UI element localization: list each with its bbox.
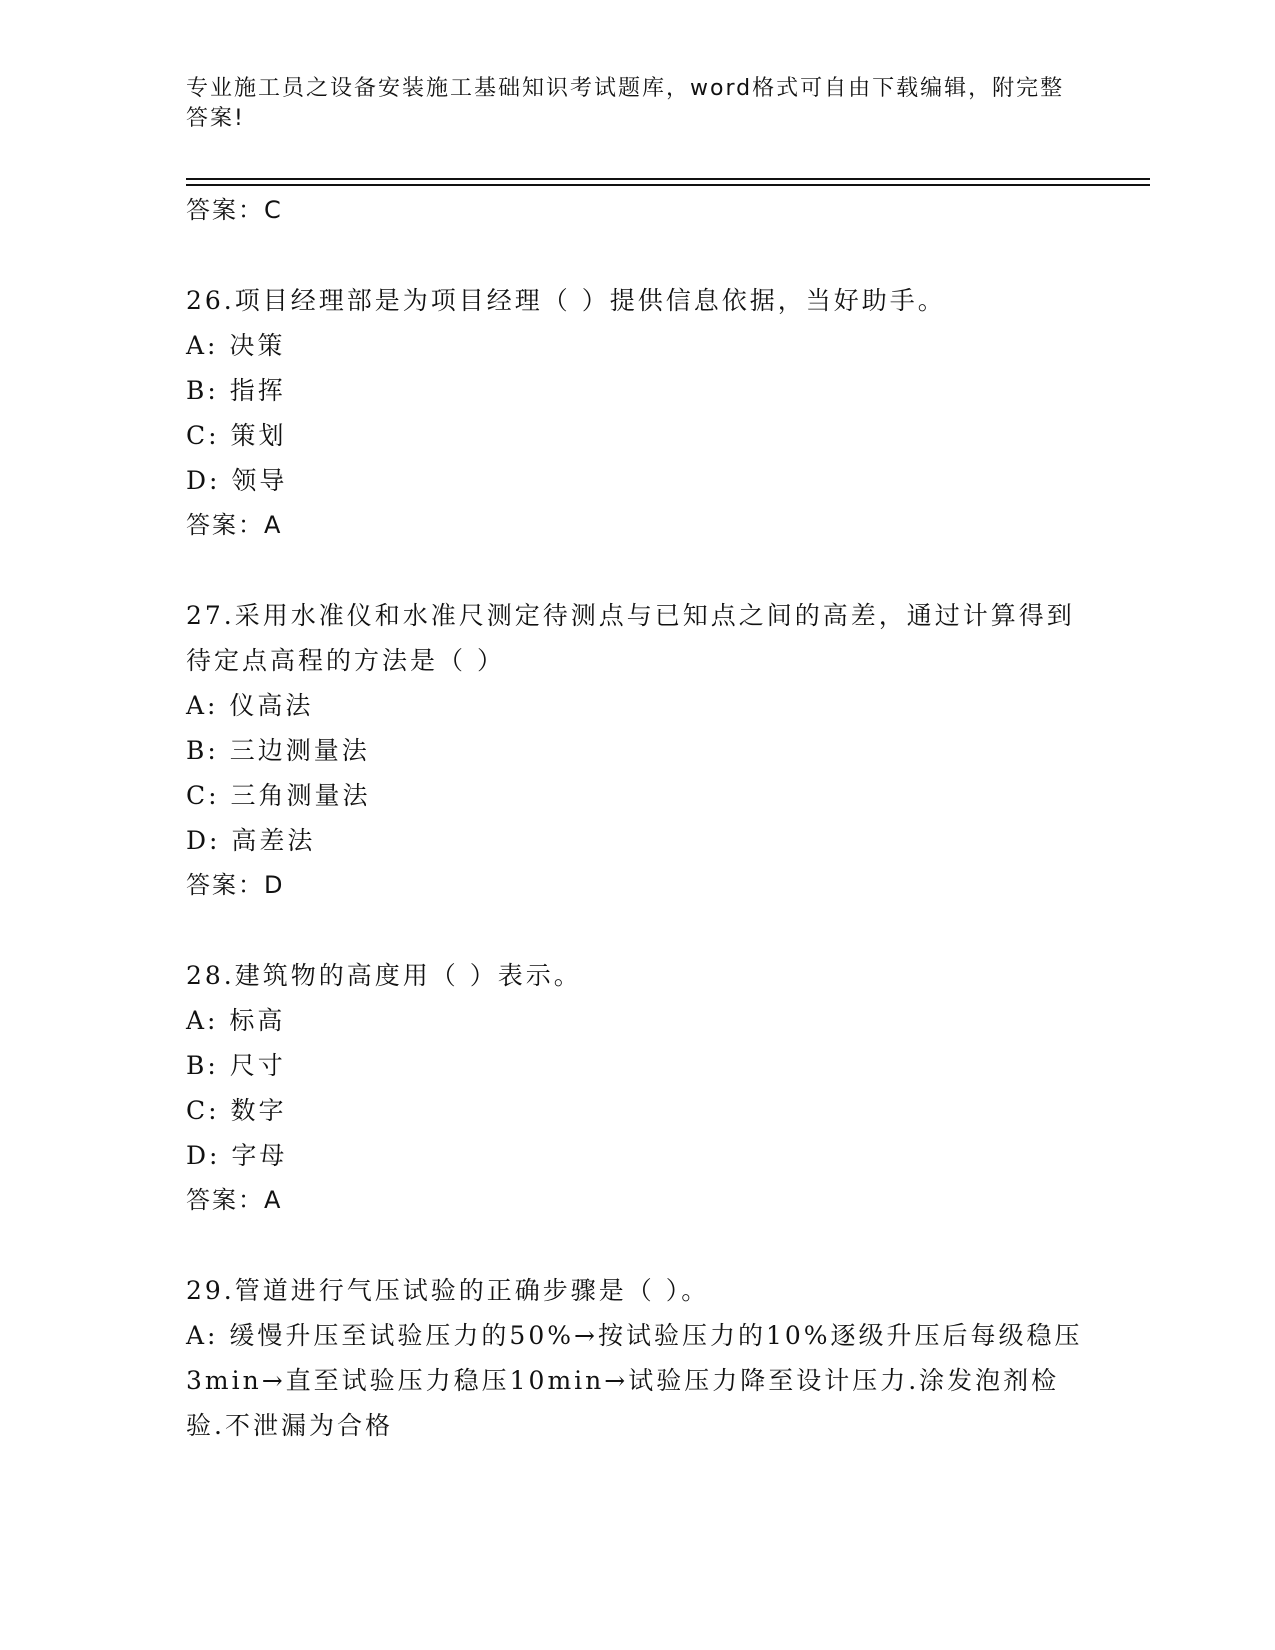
question-stem: 27.采用水准仪和水准尺测定待测点与已知点之间的高差，通过计算得到待定点高程的方法是（ ） [186,601,1075,675]
option-d: D: 高差法 [186,826,316,855]
option-c: C: 三角测量法 [186,781,371,810]
option-b: B: 指挥 [186,376,286,405]
spacer [186,1222,1086,1268]
header-divider [186,178,1150,180]
question-stem: 26.项目经理部是为项目经理（ ）提供信息依据，当好助手。 [186,286,946,315]
question-stem: 28.建筑物的高度用（ ）表示。 [186,961,582,990]
answer-line: 答案：C [186,196,283,224]
question-28 [186,953,1086,1222]
question-26 [186,278,1086,547]
answer-line: 答案：A [186,511,283,539]
document-header: 专业施工员之设备安装施工基础知识考试题库，word格式可自由下载编辑，附完整答案! [186,76,1065,131]
answer-line: 答案：D [186,871,285,899]
option-a: A: 标高 [186,1006,286,1035]
option-b: B: 尺寸 [186,1051,286,1080]
option-b: B: 三边测量法 [186,736,370,765]
option-d: D: 领导 [186,466,288,495]
spacer [186,547,1086,593]
spacer [186,232,1086,278]
option-a: A: 缓慢升压至试验压力的50%→按试验压力的10%逐级升压后每级稳压3min→直至试验压力稳压10min→试验压力降至设计压力.涂发泡剂检验.不泄漏为合格 [186,1321,1083,1440]
option-d: D: 字母 [186,1141,288,1170]
header-divider [186,184,1150,186]
option-c: C: 策划 [186,421,287,450]
answer-line: 答案：A [186,1186,283,1214]
option-a: A: 决策 [186,331,286,360]
option-a: A: 仪高法 [186,691,314,720]
question-list [186,188,1086,1448]
spacer [186,907,1086,953]
question-stem: 29.管道进行气压试验的正确步骤是（ ）。 [186,1276,710,1305]
question-29 [186,1268,1086,1448]
option-c: C: 数字 [186,1096,287,1125]
question-27 [186,593,1086,907]
